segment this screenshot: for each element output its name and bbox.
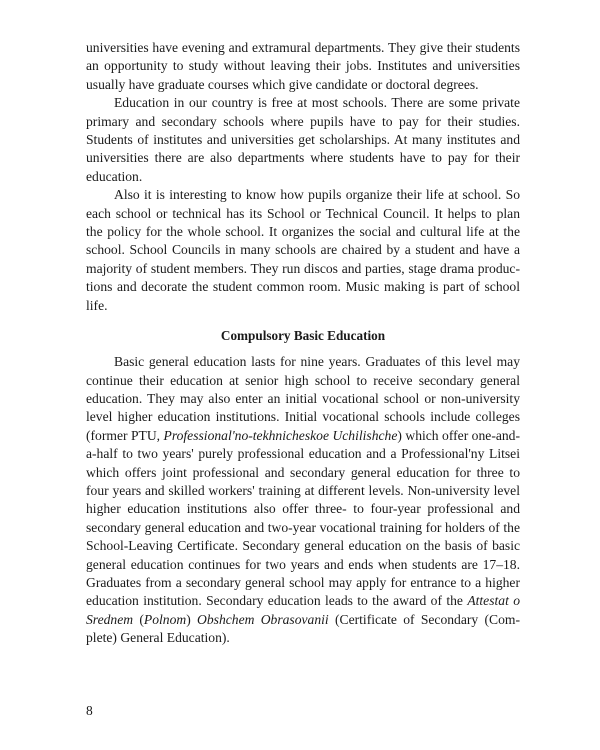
italic-term: Obshchem Obrasovanii [197, 611, 329, 627]
page-number: 8 [86, 703, 93, 718]
text-run: ( [133, 611, 144, 627]
italic-term: Professional'no-tekhnicheskoe Uchilishche [163, 427, 398, 443]
paragraph-graduate-courses: universities have evening and extramural departments. They give their students an opportunity to study without leaving their jobs. Institutes and universities usually have graduate courses which give candidate or doctoral degrees. [86, 40, 520, 92]
italic-term: Polnom [143, 611, 187, 627]
document-page [86, 39, 520, 648]
paragraph-school-councils: Also it is interesting to know how pupils organize their life at school. So each school or technical has its School or Technical Council. It helps to plan the policy for the whole school. It organizes the social and cultural life at the school. School Councils in many schools are chaired by a student and have a majority of student members. They run discos and parties, stage drama productions and decorate the student common room. Music making is part of school life. [86, 187, 520, 313]
text-run: (Certificate of Secondary (Complete) General Education). [86, 611, 520, 646]
text-run: ) which offer one-and-a-half to two years' purely professional education and a Professional'ny Litsei which offers joint professional and secondary general education for three to four years and skilled workers' training at different levels. Non-university level higher education institutions also offer three- to four-year professional and secondary general education and two-year vocational training for holders of the School-Leaving Certificate. Secondary general education on the basis of basic general education continues for two years and ends when students are 17–18. Graduates from a secondary general school may apply for entrance to a higher education institution. Secondary education leads to the award of the [86, 427, 520, 609]
text-run: ) [186, 611, 198, 627]
text-run: Basic general education lasts for nine years. Graduates of this level may continue their education at senior high school to receive secondary general education. They may also enter an initial vocational school or non-university level higher education institutions. Initial vocational schools include colleges (former PTU, [86, 354, 520, 443]
italic-term: Attestat o Srednem [86, 593, 520, 627]
paragraph-basic-education [86, 353, 520, 648]
paragraph-free-education: Education in our country is free at most schools. There are some private primary and secondary schools where pupils have to pay for their studies. Students of institutes and universities get scholarships. At many institutes and universities there are also departments where students have to pay for their education. [86, 95, 520, 184]
section-heading: Compulsory Basic Education [220, 328, 386, 344]
